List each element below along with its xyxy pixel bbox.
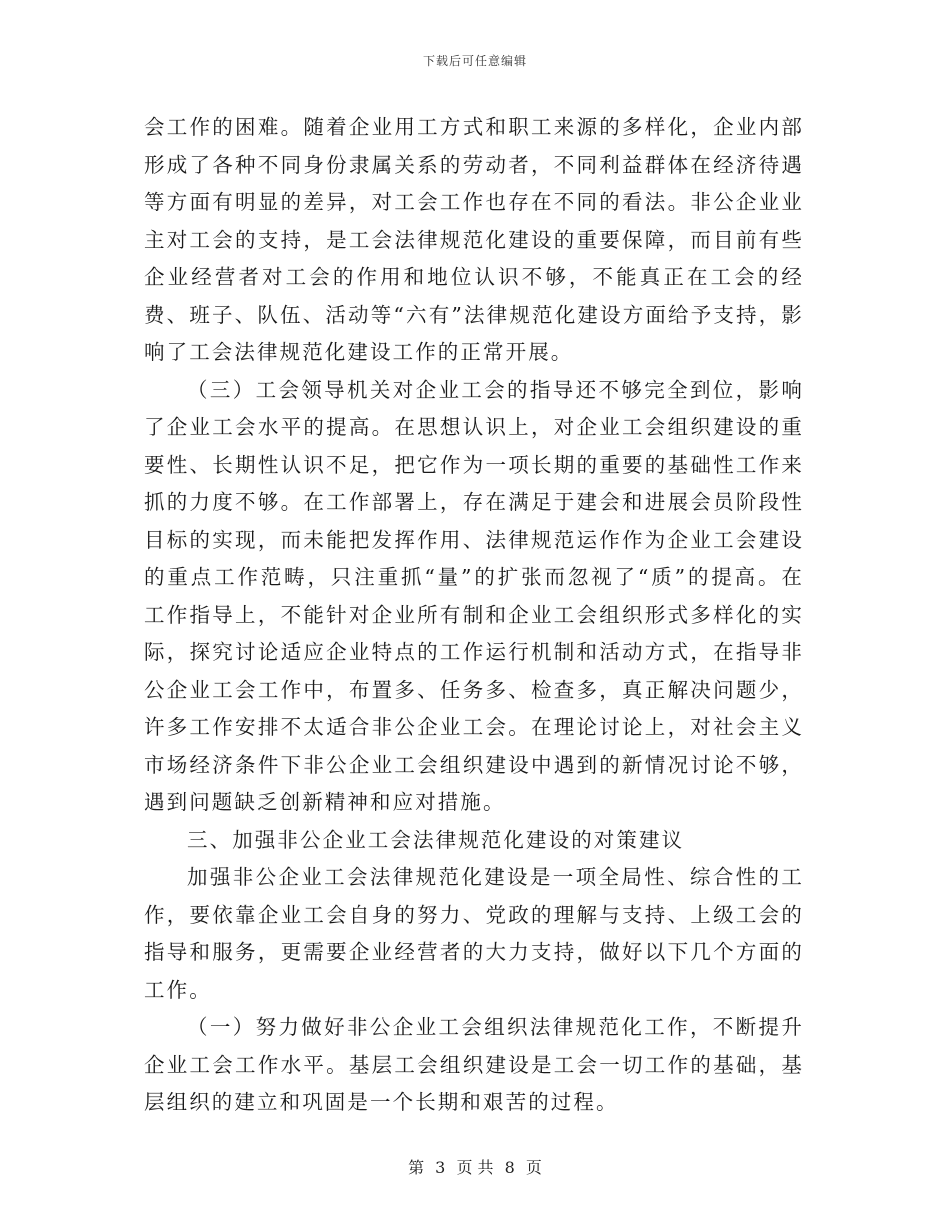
paragraph-section-three: （三）工会领导机关对企业工会的指导还不够完全到位，影响了企业工会水平的提高。在思想认识上，对企业工会组织建设的重要性、长期性认识不足，把它作为一项长期的重要的基础性工作来抓的力度不够。在工作部署上，存在满足于建会和进展会员阶段性目标的实现，而未能把发挥作用、法律规范运作作为企业工会建设的重点工作范畴，只注重抓“量”的扩张而忽视了“质”的提高。在工作指导上，不能针对企业所有制和企业工会组织形式多样化的实际，探究讨论适应企业特点的工作运行机制和活动方式，在指导非公企业工会工作中，布置多、任务多、检查多，真正解决问题少，许多工作安排不太适合非公企业工会。在理论讨论上，对社会主义市场经济条件下非公企业工会组织建设中遇到的新情况讨论不够，遇到问题缺乏创新精神和应对措施。 (144, 377, 804, 814)
paragraph-item-one: （一）努力做好非公企业工会组织法律规范化工作，不断提升企业工会工作水平。基层工会组织建设是工会一切工作的基础，基层组织的建立和巩固是一个长期和艰苦的过程。 (144, 1015, 804, 1114)
paragraph-continuation: 会工作的困难。随着企业用工方式和职工来源的多样化，企业内部形成了各种不同身份隶属关系的劳动者，不同利益群体在经济待遇等方面有明显的差异，对工会工作也存在不同的看法。非公企业业主对工会的支持，是工会法律规范化建设的重要保障，而目前有些企业经营者对工会的作用和地位认识不够，不能真正在工会的经费、班子、队伍、活动等“六有”法律规范化建设方面给予支持，影响了工会法律规范化建设工作的正常开展。 (144, 115, 804, 364)
page-footer (0, 1155, 950, 1178)
page-header-note: 下载后可任意编辑 (422, 54, 527, 68)
footer-page-number: 3 (435, 1158, 446, 1177)
footer-prefix: 第 (408, 1158, 425, 1177)
footer-middle: 页 共 (456, 1158, 494, 1177)
section-heading: 三、加强非公企业工会法律规范化建设的对策建议 (187, 827, 685, 852)
paragraph-intro: 加强非公企业工会法律规范化建设是一项全局性、综合性的工作，要依靠企业工会自身的努力、党政的理解与支持、上级工会的指导和服务，更需要企业经营者的大力支持，做好以下几个方面的工作。 (144, 865, 804, 1002)
footer-total-pages: 8 (504, 1158, 515, 1177)
document-body (144, 109, 804, 1122)
footer-suffix: 页 (525, 1158, 542, 1177)
